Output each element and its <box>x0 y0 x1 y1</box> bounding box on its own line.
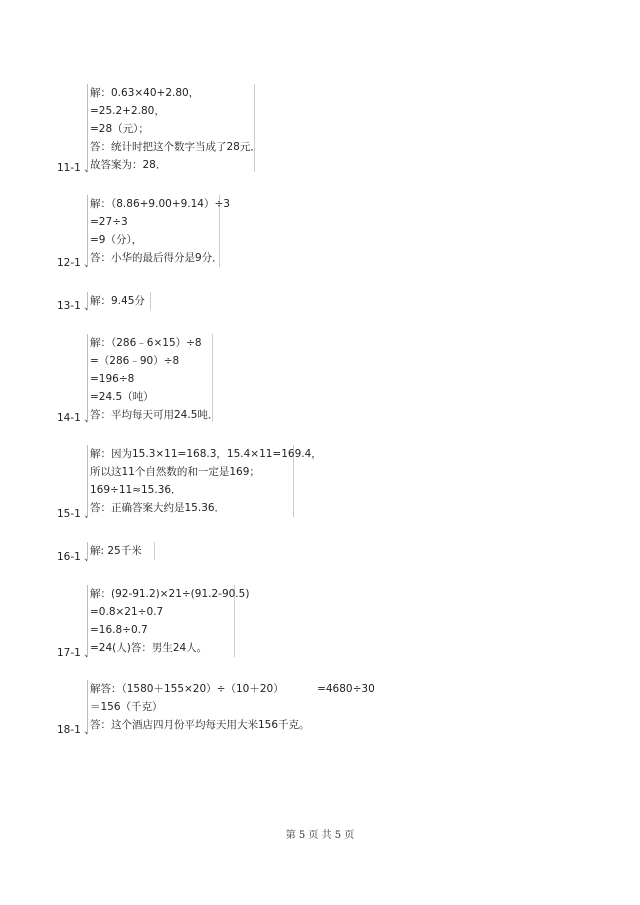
item-label-17: 17-1 、 <box>57 647 95 659</box>
answer-line: 169÷11≈15.36． <box>90 484 182 496</box>
answer-box-11 <box>87 84 261 172</box>
item-label-16: 16-1 、 <box>57 551 95 563</box>
answer-line: 解答：（1580＋155×20）÷（10＋20） =4680÷30 <box>90 683 375 695</box>
answer-line: 所以这11个自然数的和一定是169； <box>90 466 260 478</box>
answer-box-17 <box>87 585 250 657</box>
item-label-11: 11-1 、 <box>57 162 95 174</box>
answer-line: 解：（8.86+9.00+9.14）÷3 <box>90 198 230 210</box>
item-label-14: 14-1 、 <box>57 412 95 424</box>
answer-line: ＝156（千克） <box>90 701 163 713</box>
page-footer: 第 5 页 共 5 页 <box>285 830 355 841</box>
answer-line: =0.8×21÷0.7 <box>90 606 164 618</box>
answer-line: =27÷3 <box>90 216 128 228</box>
answer-line: 答：统计时把这个数字当成了28元． <box>90 141 261 153</box>
answer-line: 答：小华的最后得分是9分． <box>90 252 223 264</box>
answer-line: 答：平均每天可用24.5吨． <box>90 409 219 421</box>
answer-line: =（286﹣90）÷8 <box>90 355 180 367</box>
answer-line: 解：0.63×40+2.80， <box>90 87 200 99</box>
answer-box-16 <box>87 542 155 560</box>
item-label-18: 18-1 、 <box>57 724 95 736</box>
answer-box-15 <box>87 445 322 517</box>
answer-line: 解：9.45分 <box>90 295 145 307</box>
answer-line: 解：（286﹣6×15）÷8 <box>90 337 202 349</box>
item-label-13: 13-1 、 <box>57 300 95 312</box>
answer-line: 解：因为15.3×11=168.3，15.4×11=169.4， <box>90 448 322 460</box>
item-label-15: 15-1 、 <box>57 508 95 520</box>
answer-line: 答：这个酒店四月份平均每天用大米156千克。 <box>90 719 310 731</box>
answer-line: =24.5（吨） <box>90 391 154 403</box>
answer-line: =28（元）； <box>90 123 149 135</box>
answer-line: 故答案为：28． <box>90 159 167 171</box>
answer-line: 答：正确答案大约是15.36． <box>90 502 226 514</box>
item-label-12: 12-1 、 <box>57 257 95 269</box>
answer-box-12 <box>87 195 230 267</box>
answer-box-13 <box>87 292 151 310</box>
answer-line: 解: 25千米 <box>90 545 142 557</box>
answer-line: =24(人)答：男生24人。 <box>90 642 208 654</box>
answer-box-14 <box>87 334 219 422</box>
answer-line: =16.8÷0.7 <box>90 624 148 636</box>
answer-line: =9（分）， <box>90 234 143 246</box>
answer-line: =25.2+2.80， <box>90 105 165 117</box>
answer-line: 解：(92-91.2)×21÷(91.2-90.5) <box>90 588 250 600</box>
answer-box-18 <box>87 680 375 734</box>
answer-line: =196÷8 <box>90 373 135 385</box>
